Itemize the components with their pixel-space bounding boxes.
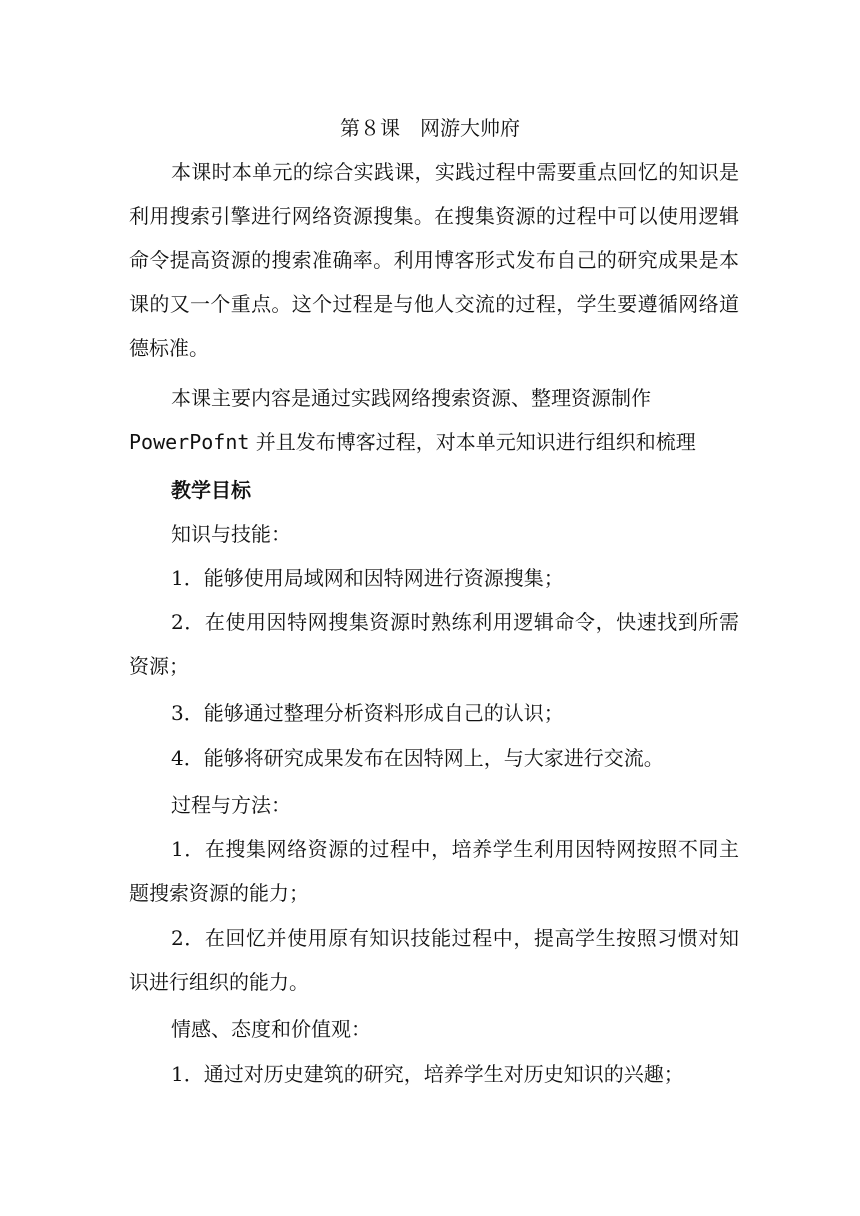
process-item-continued: 题搜索资源的能力；: [129, 881, 309, 905]
objectives-heading: 教学目标: [171, 478, 251, 502]
content-paragraph-line: 本课主要内容是通过实践网络搜索资源、整理资源制作: [171, 386, 651, 410]
lesson-title: 第８课 网游大帅府: [340, 116, 520, 140]
knowledge-item: 2．在使用因特网搜集资源时熟练利用逻辑命令，快速找到所需: [171, 610, 739, 634]
intro-paragraph-line: 课的又一个重点。这个过程是与他人交流的过程，学生要遵循网络道: [129, 292, 739, 316]
knowledge-item-continued: 资源；: [129, 654, 189, 678]
process-item: 2．在回忆并使用原有知识技能过程中，提高学生按照习惯对知: [171, 926, 739, 950]
software-name: PowerPofnt: [129, 430, 250, 454]
content-paragraph-line: [129, 430, 739, 454]
intro-paragraph-line: 本课时本单元的综合实践课，实践过程中需要重点回忆的知识是: [171, 160, 739, 184]
knowledge-item: 4．能够将研究成果发布在因特网上，与大家进行交流。: [171, 746, 664, 770]
intro-paragraph-line: 命令提高资源的搜索准确率。利用博客形式发布自己的研究成果是本: [129, 248, 739, 272]
process-item-continued: 识进行组织的能力。: [129, 970, 309, 994]
intro-paragraph-line: 德标准。: [129, 336, 209, 360]
knowledge-item: 1．能够使用局域网和因特网进行资源搜集；: [171, 566, 564, 590]
process-methods-label: 过程与方法：: [171, 793, 291, 817]
attitude-values-label: 情感、态度和价值观：: [171, 1017, 371, 1041]
intro-paragraph-line: 利用搜索引擎进行网络资源搜集。在搜集资源的过程中可以使用逻辑: [129, 204, 739, 228]
attitude-item: 1．通过对历史建筑的研究，培养学生对历史知识的兴趣；: [171, 1062, 684, 1086]
knowledge-item: 3．能够通过整理分析资料形成自己的认识；: [171, 701, 564, 725]
process-item: 1．在搜集网络资源的过程中，培养学生利用因特网按照不同主: [171, 837, 739, 861]
content-paragraph-text: 并且发布博客过程，对本单元知识进行组织和梳理: [249, 430, 696, 454]
knowledge-skills-label: 知识与技能：: [171, 522, 291, 546]
